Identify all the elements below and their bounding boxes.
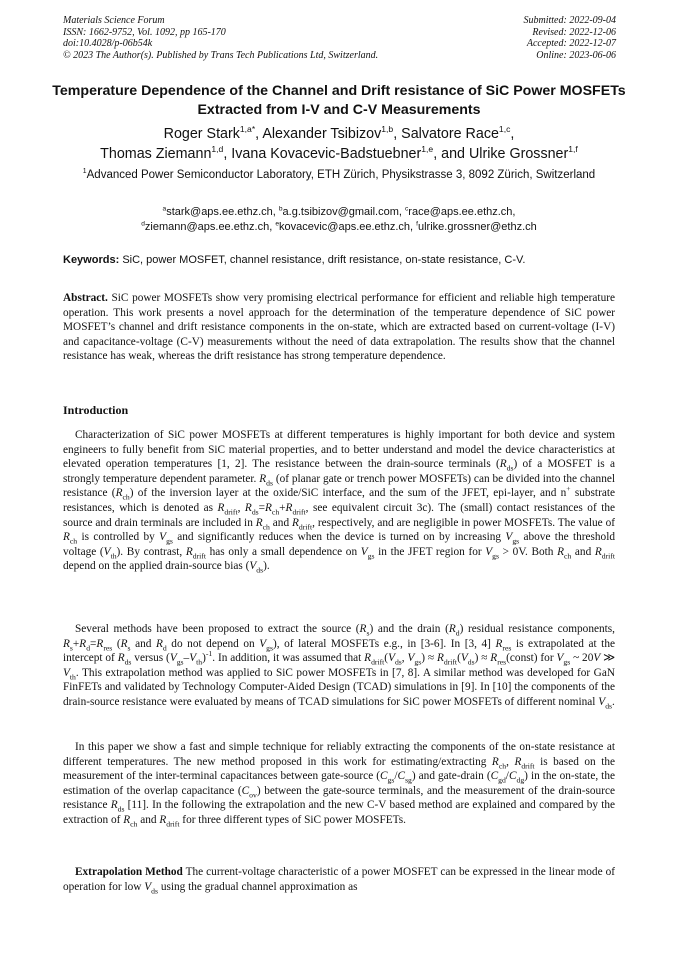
keywords xyxy=(63,253,618,267)
keywords-text: SiC, power MOSFET, channel resistance, drift resistance, on-state resistance, C-V. xyxy=(122,254,526,266)
dates-info xyxy=(524,15,617,61)
extrapolation-paragraph: Extrapolation Method The current-voltage characteristic of a power MOSFET can be expressed in the linear mode of operation for low $V_{ds}$ using the gradual channel approximation as xyxy=(63,866,615,895)
email-link[interactable]: $^d$ziemann@aps.ee.ethz.ch xyxy=(141,220,270,233)
issn: ISSN: 1662-9752, Vol. 1092, pp 165-170 xyxy=(63,26,226,38)
author: Ulrike Grossner$^{1,f}$ xyxy=(468,144,578,162)
author: Ivana Kovacevic-Badstuebner$^{1,e}$ xyxy=(231,144,434,162)
affiliation: $^1$Advanced Power Semiconductor Laboratory, ETH Zürich, Physikstrasse 3, 8092 Zürich, Switzerland xyxy=(82,168,596,181)
submitted-date: Submitted: 2022-09-04 xyxy=(523,15,616,26)
journal-info xyxy=(63,15,378,61)
email-link[interactable]: $^c$race@aps.ee.ethz.ch xyxy=(405,205,513,218)
abstract xyxy=(63,291,615,364)
copyright: © 2023 The Author(s). Published by Trans Tech Publications Ltd, Switzerland. xyxy=(63,49,379,61)
accepted-date: Accepted: 2022-12-07 xyxy=(526,38,616,49)
email-list: $^a$stark@aps.ee.ethz.ch, $^b$a.g.tsibizov@gmail.com, $^c$race@aps.ee.ethz.ch, $^d$ziemann@aps.ee.ethz.ch, $^e$kovacevic@aps.ee.ethz.ch, $^f$ulrike.grossner@ethz.ch xyxy=(141,205,537,233)
intro-paragraph-3: In this paper we show a fast and simple technique for reliably extracting the components of the on-state resistance at different temperatures. The new method proposed in this work for estimating/extracting $R_{ch}$, $R_{drift}$ is based on the measurement of the inter-terminal capacitances between gate-source $(C_{gs}/C_{sg})$ and gate-drain $(C_{gd}/C_{dg})$ in the on-state, the estimation of the overlap capacitance $(C_{ov})$ between the gate-source terminals, and the measurement of the drain-source resistance $R_{ds}$ [11]. In the following the extrapolation and the new C-V based method are explained and compared by the extraction of $R_{ch}$ and $R_{drift}$ for three different types of SiC power MOSFETs. xyxy=(63,741,615,829)
section-heading-introduction: Introduction xyxy=(63,403,129,417)
intro-paragraph-1: Characterization of SiC power MOSFETs at different temperatures is highly important for both device and system engineers to fully benefit from SiC material properties, and to better understand and model the device characteristics at elevated operation temperatures [1, 2]. The resistance between the drain-source terminals $(R_{ds})$ of a MOSFET is a strongly temperature dependent parameter. $R_{ds}$ (of planar gate or trench power MOSFETs) can be divided into the channel resistance $(R_{ch})$ of the inversion layer at the oxide/SiC interface, and the sum of the JFET, epi-layer, and n+ substrate resistances, which is denoted as $R_{drift}$, $R_{ds}=R_{ch}+R_{drift}$, see equivalent circuit 3c). The (small) contact resistances of the source and drain terminals are included in $R_{ch}$ and $R_{drift}$, respectively, and are negligible in power MOSFETs. The value of $R_{ch}$ is controlled by $V_{gs}$ and significantly reduces when the device is turned on by increasing $V_{gs}$ above the threshold voltage $(V_{th})$. By contrast, $R_{drift}$ has only a small dependence on $V_{gs}$ in the JFET region for $V_{gs} > 0V$. Both $R_{ch}$ and $R_{drift}$ depend on the applied drain-source bias $(V_{ds})$. xyxy=(63,429,616,575)
abstract-label: Abstract. xyxy=(63,292,108,304)
keywords-label: Keywords: xyxy=(63,254,120,266)
author: Roger Stark$^{1,a*}$ xyxy=(163,124,256,142)
paper-title: Temperature Dependence of the Channel and Drift resistance of SiC Power MOSFETs Extracted from I-V and C-V Measurements xyxy=(52,83,626,118)
intro-paragraph-2: Several methods have been proposed to extract the source $(R_s)$ and the drain $(R_d)$ residual resistance components, $R_s+R_d=R_{res}$ ($R_s$ and $R_d$ do not depend on $V_{gs}$), of lateral MOSFETs e.g., in [3-6]. In [3, 4] $R_{res}$ is extrapolated at the intercept of $R_{ds}$ versus $(V_{gs}-V_{th})^{-1}$. In addition, it was assumed that $R_{drift}(V_{ds}$, $V_{gs}) \approx R_{drift}(V_{ds})$ ≈ $R_{res}(const)$ for $V_{gs}$ ~ 20V ≫ $V_{th}$. This extrapolation method was applied to SiC power MOSFETs in [7, 8]. A similar method was developed for GaN FinFETs and validated by Technology Computer-Aided Design (TCAD) simulations in [9]. In [10] the components of the drain-source resistance were evaluated by means of TCAD simulations for SiC power MOSFETs of different nominal $V_{ds}$. xyxy=(63,623,616,711)
journal-name: Materials Science Forum xyxy=(63,15,165,26)
doi[interactable]: doi:10.4028/p-06b54k xyxy=(63,38,153,49)
author-list: Roger Stark$^{1,a*}$, Alexander Tsibizov$^{1,b}$, Salvatore Race$^{1,c}$, Thomas Ziemann$^{1,d}$, Ivana Kovacevic-Badstuebner$^{1,e}$, and Ulrike Grossner$^{1,f}$ xyxy=(100,124,578,162)
email-link[interactable]: $^e$kovacevic@aps.ee.ethz.ch xyxy=(275,220,411,233)
email-link[interactable]: $^b$a.g.tsibizov@gmail.com xyxy=(278,205,399,218)
abstract-text: SiC power MOSFETs show very promising electrical performance for efficient and reliable high temperature operation. This work presents a novel approach for the determination of the temperature dependence of SiC power MOSFET’s channel and drift resistance components in the on-state, which are extracted based on current-voltage (I-V) and capacitance-voltage (C-V) measurements without the need of data extrapolation. The results show that the channel resistance has weak, whereas the drift resistance has strong temperature dependence. xyxy=(63,292,615,363)
author: Alexander Tsibizov$^{1,b}$ xyxy=(262,124,394,142)
email-link[interactable]: $^a$stark@aps.ee.ethz.ch xyxy=(162,205,273,218)
extrapolation-label: Extrapolation Method xyxy=(75,866,183,878)
online-date: Online: 2023-06-06 xyxy=(536,49,616,61)
author: Salvatore Race$^{1,c}$ xyxy=(401,124,511,142)
author: Thomas Ziemann$^{1,d}$ xyxy=(100,144,224,162)
email-link[interactable]: $^f$ulrike.grossner@ethz.ch xyxy=(416,220,537,233)
revised-date: Revised: 2022-12-06 xyxy=(532,26,616,38)
